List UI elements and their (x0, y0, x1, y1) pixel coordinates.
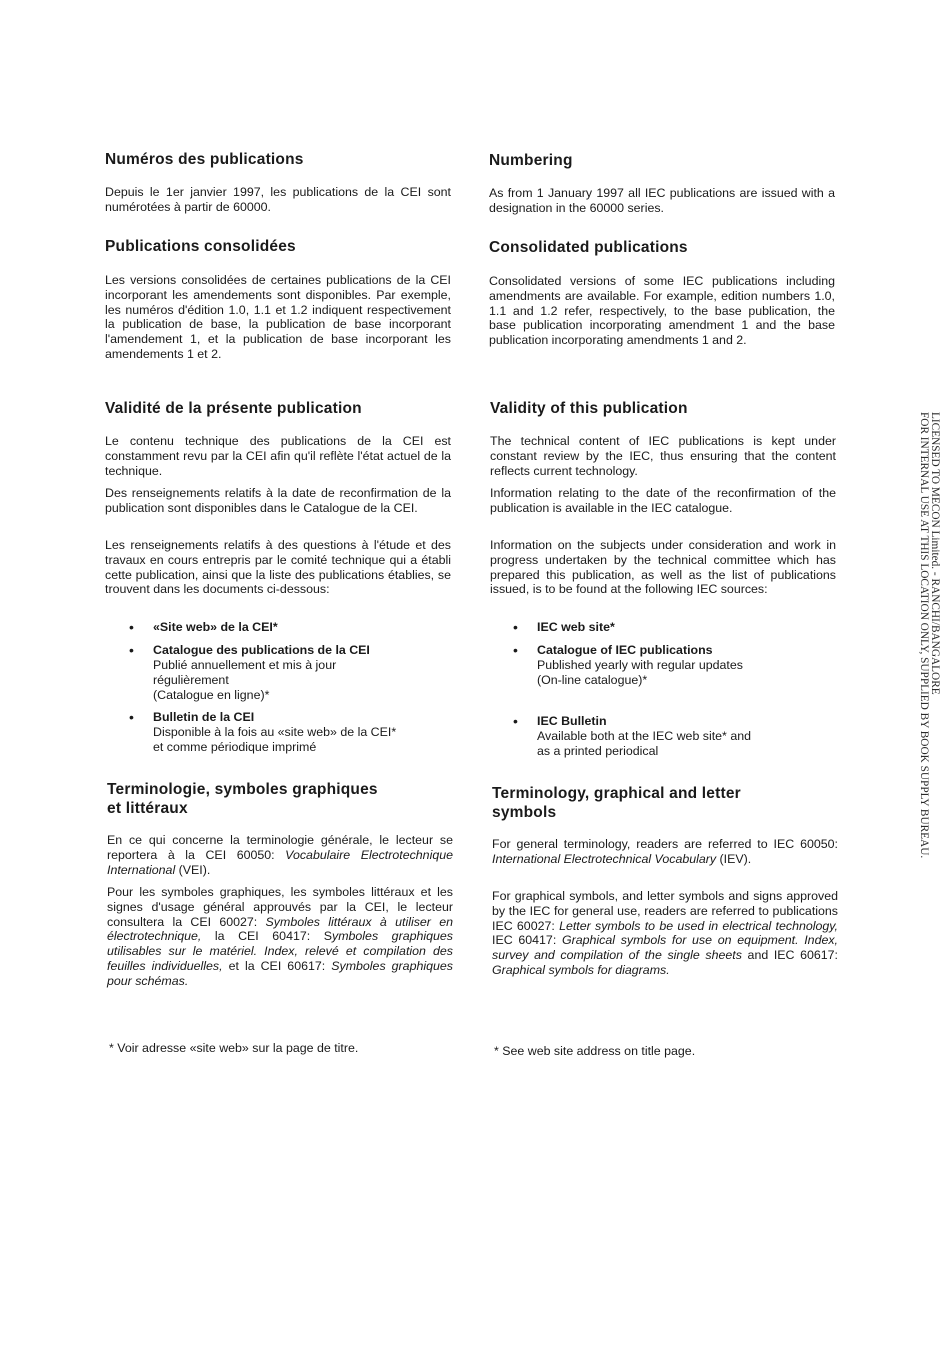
fr-terminology-heading-line2: et littéraux (107, 800, 188, 817)
fr-validity-p2: Des renseignements relatifs à la date de reconfirmation de la publication sont disponibles dans le Catalogue de la CEI. (105, 486, 451, 515)
bullet-icon: • (129, 709, 134, 725)
en-validity-p2: Information relating to the date of the reconfirmation of the publication is available in the IEC catalogue. (490, 486, 836, 515)
en-bullet2-desc: Published yearly with regular updates (On-line catalogue)* (537, 658, 743, 687)
en-terminology-heading-line1: Terminology, graphical and letter (492, 785, 741, 802)
en-numbering-heading: Numbering (489, 152, 573, 169)
fr-footnote: * Voir adresse «site web» sur la page de titre. (109, 1041, 359, 1055)
en-validity-heading: Validity of this publication (490, 400, 688, 417)
fr-validity-heading: Validité de la présente publication (105, 400, 362, 417)
en-bullet2-title: Catalogue of IEC publications (537, 643, 713, 657)
bullet-icon: • (513, 642, 518, 658)
en-bullet3-title: IEC Bulletin (537, 714, 607, 728)
en-terminology-p2: For graphical symbols, and letter symbols and signs approved by the IEC for general use, readers are referred to publications IEC 60027: Letter symbols to be used in electrical technology, IEC 60417: Graphical symbols for use on equipment. Index, survey and compilation of the single sheets and IEC 60617: Graphical symbols for diagrams. (492, 889, 838, 977)
fr-bullet3-title: Bulletin de la CEI (153, 710, 255, 724)
bullet-icon: • (129, 619, 134, 635)
bullet-icon: • (513, 619, 518, 635)
en-numbering-text: As from 1 January 1997 all IEC publications are issued with a designation in the 60000 series. (489, 186, 835, 215)
en-terminology-heading (492, 784, 741, 822)
fr-terminology-heading (107, 780, 378, 818)
fr-bullet3-desc: Disponible à la fois au «site web» de la CEI* et comme périodique imprimé (153, 725, 397, 754)
en-bullet3-desc: Available both at the IEC web site* and as a printed periodical (537, 729, 751, 758)
fr-validity-p1: Le contenu technique des publications de la CEI est constamment revu par la CEI afin qu'il reflète l'état actuel de la technique. (105, 434, 451, 478)
en-footnote: * See web site address on title page. (494, 1044, 696, 1058)
license-line-1: LICENSED TO MECON Limited. - RANCHI/BANGALORE (929, 412, 941, 695)
fr-bullet2-desc: Publié annuellement et mis à jour régulièrement (Catalogue en ligne)* (153, 658, 337, 702)
en-terminology-p1: For general terminology, readers are referred to IEC 60050: International Electrotechnical Vocabulary (IEV). (492, 837, 838, 866)
fr-terminology-p2: Pour les symboles graphiques, les symboles littéraux et les signes d'usage général approuvés par la CEI, le lecteur consultera la CEI 60027: Symboles littéraux à utiliser en électrotechnique, la CEI 60417: Symboles graphiques utilisables sur le matériel. Index, relevé et compilation des feuilles individuelles, et la CEI 60617: Symboles graphiques pour schémas. (107, 885, 453, 988)
fr-validity-p3: Les renseignements relatifs à des questions à l'étude et des travaux en cours entrepris par le comité technique qui a établi cette publication, ainsi que la liste des publications établies, se trouvent dans les documents ci-dessous: (105, 538, 451, 597)
fr-numbering-heading: Numéros des publications (105, 151, 304, 168)
fr-consolidated-text: Les versions consolidées de certaines publications de la CEI incorporant les amendements sont disponibles. Par exemple, les numéros d'édition 1.0, 1.1 et 1.2 indiquent respectivement la publication de base, la publication de base incorporant l'amendement 1, et la publication de base incorporant les amendements 1 et 2. (105, 273, 451, 361)
bullet-icon: • (129, 642, 134, 658)
en-bullet1-title: IEC web site* (537, 620, 615, 634)
fr-consolidated-heading: Publications consolidées (105, 238, 296, 255)
fr-bullet2-title: Catalogue des publications de la CEI (153, 643, 370, 657)
fr-terminology-p1: En ce qui concerne la terminologie générale, le lecteur se reportera à la CEI 60050: Vocabulaire Electrotechnique International (VEI). (107, 833, 453, 877)
fr-terminology-heading-line1: Terminologie, symboles graphiques (107, 781, 378, 798)
en-consolidated-heading: Consolidated publications (489, 239, 688, 256)
en-terminology-heading-line2: symbols (492, 804, 557, 821)
en-validity-p3: Information on the subjects under consideration and work in progress undertaken by the technical committee which has prepared this publication, as well as the list of publications issued, is to be found at the following IEC sources: (490, 538, 836, 597)
license-line-2: FOR INTERNAL USE AT THIS LOCATION ONLY, SUPPLIED BY BOOK SUPPLY BUREAU. (918, 412, 930, 859)
fr-bullet1-title: «Site web» de la CEI* (153, 620, 278, 634)
fr-numbering-text: Depuis le 1er janvier 1997, les publications de la CEI sont numérotées à partir de 60000. (105, 185, 451, 214)
en-consolidated-text: Consolidated versions of some IEC publications including amendments are available. For example, edition numbers 1.0, 1.1 and 1.2 refer, respectively, to the base publication, the base publication incorporating amendment 1 and the base publication incorporating amendments 1 and 2. (489, 274, 835, 348)
en-validity-p1: The technical content of IEC publications is kept under constant review by the IEC, thus ensuring that the content reflects current technology. (490, 434, 836, 478)
license-side-note (918, 412, 940, 932)
bullet-icon: • (513, 713, 518, 729)
